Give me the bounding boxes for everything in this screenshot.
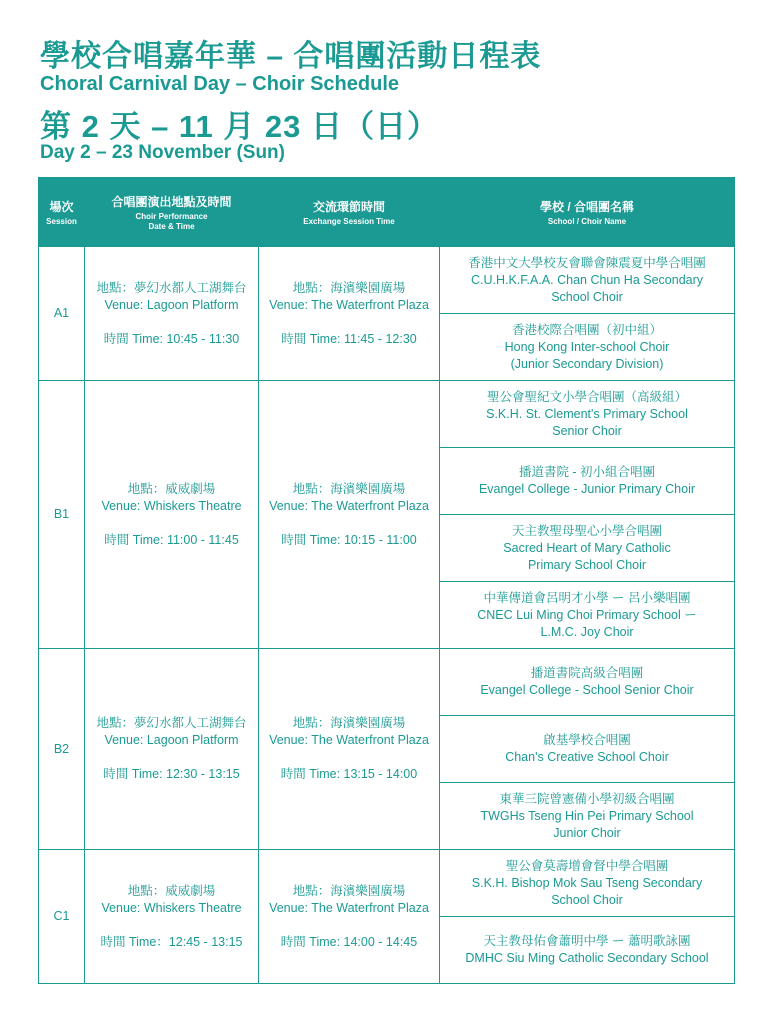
column-header-sublabel: School / Choir Name [547, 216, 627, 226]
column-header-performance [85, 178, 259, 247]
column-header-sublabel: Exchange Session Time [303, 216, 395, 226]
exchange-time: 時間 Time: 10:15 - 11:00 [281, 532, 417, 547]
performance-venue-en: Venue: Whiskers Theatre [101, 498, 242, 513]
choir-name-zh: 中華傳道會呂明才小學 ー 呂小樂唱團 [483, 590, 691, 605]
performance-time: 時間 Time：12:45 - 13:15 [100, 934, 243, 949]
performance-venue-zh: 地點：夢幻水都人工湖舞台 [96, 716, 247, 730]
performance-cell [85, 247, 259, 381]
choir-name-en: Hong Kong Inter-school Choir [504, 339, 670, 354]
performance-time: 時間 Time: 11:00 - 11:45 [104, 532, 239, 547]
choir-cell [440, 314, 735, 381]
performance-cell [85, 381, 259, 649]
choir-name-zh: 播道書院 - 初小組合唱團 [518, 465, 656, 479]
choir-name-zh: 香港校際合唱團（初中組） [511, 322, 662, 337]
table-row [39, 381, 735, 448]
choir-name-en: CNEC Lui Ming Choi Primary School ー [477, 607, 697, 622]
exchange-time: 時間 Time: 14:00 - 14:45 [280, 934, 418, 949]
exchange-time: 時間 Time: 11:45 - 12:30 [281, 331, 417, 346]
table-row [39, 247, 735, 314]
choir-cell [440, 515, 735, 582]
exchange-venue-en: Venue: The Waterfront Plaza [269, 733, 429, 747]
choir-cell [440, 448, 735, 515]
choir-name-en: DMHC Siu Ming Catholic Secondary School [465, 951, 709, 965]
choir-name-en: Sacred Heart of Mary Catholic [503, 540, 671, 555]
choir-name-zh: 東華三院曾憲備小學初級合唱團 [499, 791, 675, 806]
choir-name-zh: 香港中文大學校友會聯會陳震夏中學合唱團 [468, 255, 706, 270]
exchange-venue-zh: 地點：海濱樂園廣場 [292, 481, 406, 496]
exchange-venue-zh: 地點：海濱樂園廣場 [292, 883, 406, 898]
choir-name-en: S.K.H. Bishop Mok Sau Tseng Secondary [471, 875, 703, 890]
choir-name-en: (Junior Secondary Division) [510, 356, 664, 371]
exchange-venue-en: Venue: The Waterfront Plaza [269, 498, 429, 513]
table-row [39, 649, 735, 716]
choir-cell [440, 783, 735, 850]
choir-cell [440, 582, 735, 649]
choir-cell [440, 247, 735, 314]
choir-name-en: Evangel College - School Senior Choir [480, 683, 694, 697]
performance-time: 時間 Time: 12:30 - 13:15 [103, 767, 240, 781]
session-id: B2 [39, 649, 85, 850]
exchange-venue-en: Venue: The Waterfront Plaza [269, 900, 429, 915]
performance-venue-zh: 地點：夢幻水都人工湖舞台 [96, 280, 247, 295]
column-header-label: 學校 / 合唱團名稱 [539, 199, 634, 214]
performance-venue-zh: 地點：威威劇場 [127, 883, 216, 898]
choir-name-en: Evangel College - Junior Primary Choir [478, 482, 696, 496]
exchange-cell [259, 381, 440, 649]
column-header-sublabel: Session [46, 216, 77, 226]
choir-name-en: Primary School Choir [527, 557, 647, 572]
table-row [39, 850, 735, 917]
choir-name-en: Junior Choir [553, 825, 621, 840]
performance-venue-en: Venue: Whiskers Theatre [101, 900, 242, 915]
page-title-english: Choral Carnival Day – Choir Schedule [40, 73, 399, 95]
choir-cell [440, 649, 735, 716]
choir-cell [440, 381, 735, 448]
table-header-row [39, 178, 735, 247]
column-header-label: 場次 [49, 199, 74, 214]
performance-venue-en: Venue: Lagoon Platform [104, 733, 239, 747]
choir-cell [440, 850, 735, 917]
choir-name-zh: 聖公會聖紀文小學合唱團（高級組） [486, 389, 687, 404]
choir-name-en: School Choir [551, 289, 623, 304]
choir-name-en: Chan's Creative School Choir [505, 750, 669, 764]
exchange-venue-zh: 地點：海濱樂園廣場 [292, 716, 406, 730]
column-header-school [440, 178, 735, 247]
choir-name-en: S.K.H. St. Clement's Primary School [486, 406, 688, 421]
column-header-label: 合唱團演出地點及時間 [111, 194, 232, 209]
column-header-label: 交流環節時間 [312, 199, 385, 214]
exchange-cell [259, 850, 440, 984]
session-id: C1 [39, 850, 85, 984]
column-header-exchange [259, 178, 440, 247]
choir-name-zh: 啟基學校合唱團 [543, 733, 631, 747]
choir-name-zh: 天主教母佑會蕭明中學 ー 蕭明歌詠團 [483, 934, 691, 948]
performance-cell [85, 649, 259, 850]
choir-cell [440, 917, 735, 984]
exchange-cell [259, 649, 440, 850]
day-heading-english: Day 2 – 23 November (Sun) [40, 142, 285, 163]
performance-cell [85, 850, 259, 984]
column-header-session [39, 178, 85, 247]
choir-cell [440, 716, 735, 783]
choir-name-en: Senior Choir [552, 423, 622, 438]
performance-venue-en: Venue: Lagoon Platform [104, 297, 239, 312]
choir-name-zh: 播道書院高級合唱團 [530, 666, 644, 680]
day-heading: 第 2 天 – 11 月 23 日（日） [40, 109, 440, 144]
session-id: A1 [39, 247, 85, 381]
exchange-cell [259, 247, 440, 381]
choir-name-zh: 聖公會莫壽增會督中學合唱團 [505, 858, 669, 873]
performance-venue-zh: 地點：威威劇場 [127, 481, 216, 496]
schedule-table [38, 177, 735, 984]
page-title: 學校合唱嘉年華 – 合唱團活動日程表 [40, 40, 542, 73]
exchange-venue-zh: 地點：海濱樂園廣場 [292, 280, 406, 295]
performance-time: 時間 Time: 10:45 - 11:30 [103, 331, 240, 346]
choir-name-en: C.U.H.K.F.A.A. Chan Chun Ha Secondary [470, 272, 704, 287]
choir-name-zh: 天主教聖母聖心小學合唱團 [511, 523, 662, 538]
choir-name-en: TWGHs Tseng Hin Pei Primary School [480, 808, 694, 823]
choir-name-en: School Choir [551, 892, 623, 907]
exchange-time: 時間 Time: 13:15 - 14:00 [280, 767, 418, 781]
session-id: B1 [39, 381, 85, 649]
exchange-venue-en: Venue: The Waterfront Plaza [269, 297, 429, 312]
column-header-sublabel: Choir Performance Date & Time [135, 211, 208, 231]
choir-name-en: L.M.C. Joy Choir [540, 624, 634, 639]
